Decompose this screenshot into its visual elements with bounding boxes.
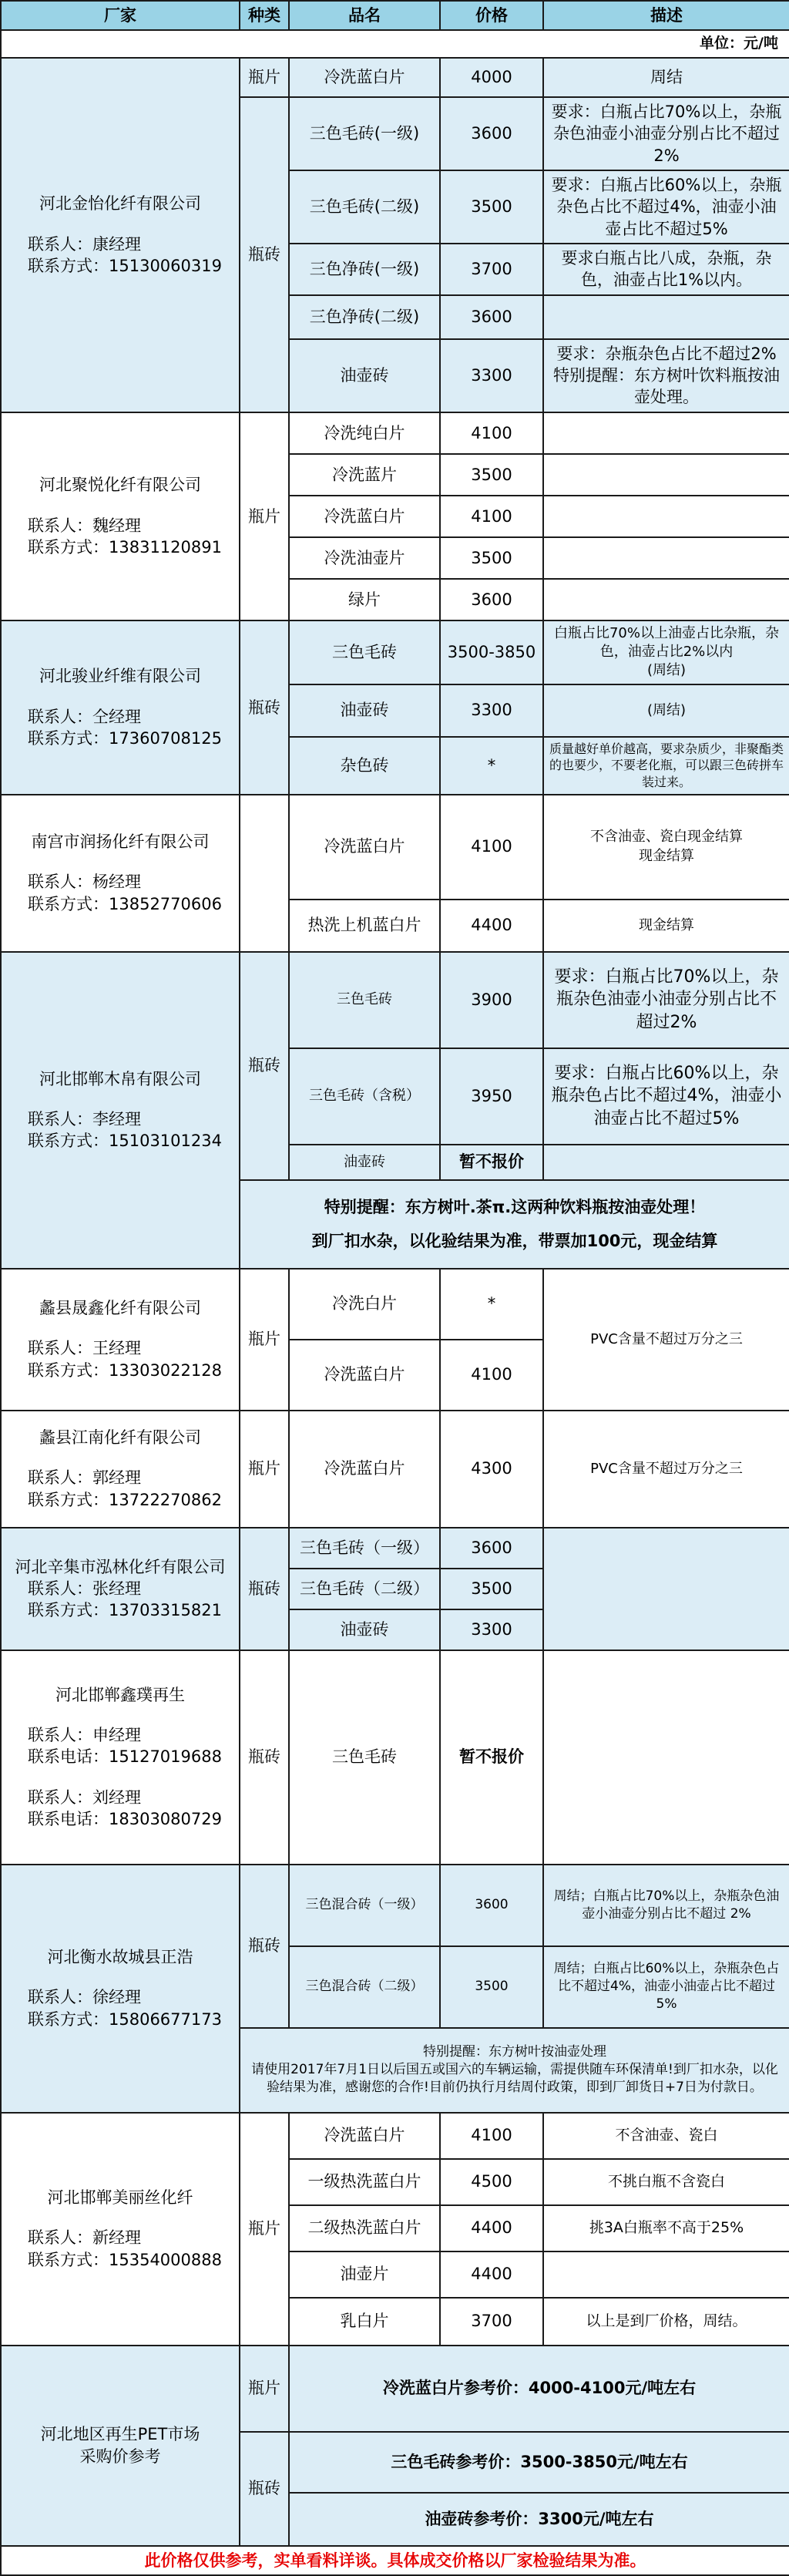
special-note	[240, 1180, 789, 1269]
price-cell: 4100	[440, 795, 543, 900]
product-cell: 绿片	[289, 579, 440, 620]
desc-cell: 要求白瓶占比八成，杂瓶，杂色，油壶占比1%以内。	[543, 244, 789, 295]
price-cell: *	[440, 737, 543, 795]
header-product: 品名	[289, 1, 440, 30]
product-cell: 油壶片	[289, 2251, 440, 2298]
price-cell: 4400	[440, 2251, 543, 2298]
desc-cell	[543, 537, 789, 579]
note-line: 请使用2017年7月1日以后国五或国六的车辆运输，需提供随车环保清单!到厂扣水杂，以化验结果为准，感谢您的合作!目前仍执行月结周付政策，即到厂卸货日+7日为付款日。	[251, 2062, 778, 2096]
desc-line: 白瓶占比70%以上油壶占比杂瓶，杂色，油壶占比2%以内	[553, 624, 779, 661]
product-cell: 三色毛砖	[289, 1650, 440, 1865]
header-price: 价格	[440, 1, 543, 30]
desc-cell	[543, 295, 789, 339]
note-line: 特别提醒：东方树叶按油壶处理	[423, 2044, 606, 2060]
company-cell	[1, 1528, 240, 1650]
type-cell: 瓶砖	[240, 952, 289, 1180]
product-cell: 三色净砖(一级)	[289, 244, 440, 295]
header-desc: 描述	[543, 1, 789, 30]
type-cell	[240, 795, 289, 952]
table-row	[1, 1865, 789, 1946]
summary-title: 采购价参考	[79, 2447, 161, 2466]
company-name: 蠡县江南化纤有限公司	[39, 1428, 201, 1448]
contact-phone: 联系电话：18303080729	[28, 1810, 222, 1829]
table-row	[1, 952, 789, 1048]
type-cell: 瓶砖	[240, 1528, 289, 1650]
company-name: 河北聚悦化纤有限公司	[39, 476, 201, 495]
company-name: 河北邯郸鑫璞再生	[55, 1685, 185, 1704]
table-row	[1, 1528, 789, 1569]
price-cell: 3300	[440, 339, 543, 412]
company-cell	[1, 620, 240, 795]
company-name: 蠡县晟鑫化纤有限公司	[39, 1299, 201, 1318]
product-cell: 二级热洗蓝白片	[289, 2205, 440, 2251]
product-cell: 油壶砖	[289, 1145, 440, 1180]
company-cell	[1, 1650, 240, 1865]
desc-line: (周结)	[646, 662, 687, 679]
company-cell	[1, 795, 240, 952]
company-name: 河北衡水故城县正浩	[47, 1948, 193, 1967]
desc-cell: 周结	[543, 58, 789, 97]
price-cell: 3600	[440, 295, 543, 339]
desc-cell	[543, 1650, 789, 1865]
price-cell: 3500	[440, 1569, 543, 1609]
type-cell: 瓶片	[240, 412, 289, 620]
contact-phone: 联系方式：13852770606	[28, 894, 222, 913]
contact-phone: 联系方式：15806677173	[28, 2009, 222, 2029]
desc-cell	[543, 496, 789, 537]
price-cell: 3600	[440, 579, 543, 620]
desc-cell	[543, 1145, 789, 1180]
desc-cell: 要求：杂瓶杂色占比不超过2% 特别提醒：东方树叶饮料瓶按油壶处理。	[543, 339, 789, 412]
summary-ref-price: 三色毛砖参考价：3500-3850元/吨左右	[289, 2432, 789, 2493]
type-cell: 瓶砖	[240, 1650, 289, 1865]
type-cell: 瓶砖	[240, 2432, 289, 2546]
desc-cell	[543, 795, 789, 900]
note-line: 特别提醒：东方树叶.茶π.这两种饮料瓶按油壶处理！	[324, 1198, 706, 1217]
contact-phone: 联系方式：17360708125	[28, 728, 222, 748]
type-cell: 瓶砖	[240, 620, 289, 795]
price-cell: 4000	[440, 58, 543, 97]
company-name: 河北邯郸木帛有限公司	[39, 1069, 201, 1088]
footer-row	[1, 2546, 789, 2575]
product-cell: 冷洗蓝片	[289, 454, 440, 496]
product-cell: 三色毛砖（一级）	[289, 1528, 440, 1569]
price-cell: 4100	[440, 1340, 543, 1411]
product-cell: 冷洗蓝白片	[289, 58, 440, 97]
special-note	[240, 2028, 789, 2113]
desc-cell	[543, 1528, 789, 1650]
company-cell	[1, 58, 240, 412]
price-cell: 4100	[440, 496, 543, 537]
contact-person: 联系人：魏经理	[28, 516, 141, 535]
desc-cell	[543, 2251, 789, 2298]
desc-cell: 要求：白瓶占比60%以上，杂瓶杂色占比不超过4%，油壶小油壶占比不超过5%	[543, 1048, 789, 1145]
header-row	[1, 1, 789, 30]
contact-person: 联系人：仝经理	[28, 707, 141, 726]
desc-line: 不含油壶、瓷白现金结算	[590, 829, 743, 846]
price-cell: 3300	[440, 684, 543, 737]
summary-ref-price: 油壶砖参考价：3300元/吨左右	[289, 2493, 789, 2546]
footer-disclaimer: 此价格仅供参考，实单看料详谈。具体成交价格以厂家检验结果为准。	[1, 2546, 789, 2575]
product-cell: 三色毛砖	[289, 620, 440, 684]
product-cell: 冷洗白片	[289, 1269, 440, 1340]
desc-cell: 要求：白瓶占比70%以上，杂瓶杂色油壶小油壶分别占比不超过2%	[543, 952, 789, 1048]
product-cell: 三色毛砖(一级)	[289, 97, 440, 170]
desc-cell: 不含油壶、瓷白	[543, 2113, 789, 2159]
price-cell: 3950	[440, 1048, 543, 1145]
desc-cell: 不挑白瓶不含瓷白	[543, 2159, 789, 2205]
contact-person: 联系人：李经理	[28, 1109, 141, 1128]
company-cell	[1, 412, 240, 620]
desc-cell: PVC含量不超过万分之三	[543, 1269, 789, 1411]
price-cell: 3500	[440, 454, 543, 496]
table-row	[1, 58, 789, 97]
product-cell: 油壶砖	[289, 339, 440, 412]
price-cell: 3900	[440, 952, 543, 1048]
contact-person: 联系人：张经理	[28, 1579, 141, 1598]
contact-person: 联系人：徐经理	[28, 1988, 141, 2007]
table-row	[1, 795, 789, 900]
price-cell: 4400	[440, 2205, 543, 2251]
summary-ref-price: 冷洗蓝白片参考价：4000-4100元/吨左右	[289, 2346, 789, 2432]
price-cell: 3600	[440, 1528, 543, 1569]
product-cell: 热洗上机蓝白片	[289, 900, 440, 952]
product-cell: 冷洗蓝白片	[289, 1411, 440, 1528]
product-cell: 三色混合砖（二级）	[289, 1946, 440, 2028]
price-cell: 3500-3850	[440, 620, 543, 684]
type-cell: 瓶片	[240, 2346, 289, 2432]
product-cell: 冷洗蓝白片	[289, 2113, 440, 2159]
product-cell: 冷洗蓝白片	[289, 496, 440, 537]
company-cell	[1, 952, 240, 1269]
contact-person: 联系人：杨经理	[28, 873, 141, 892]
desc-line: 现金结算	[639, 847, 694, 864]
price-cell: 3600	[440, 97, 543, 170]
company-cell	[1, 1269, 240, 1411]
product-cell: 三色混合砖（一级）	[289, 1865, 440, 1946]
desc-cell: 挑3A白瓶率不高于25%	[543, 2205, 789, 2251]
header-company: 厂家	[1, 1, 240, 30]
type-cell: 瓶片	[240, 2113, 289, 2346]
price-cell: 3600	[440, 1865, 543, 1946]
price-cell: 3500	[440, 537, 543, 579]
table-row	[1, 1411, 789, 1528]
unit-row	[1, 30, 789, 58]
desc-cell: 周结；白瓶占比60%以上，杂瓶杂色占比不超过4%，油壶小油壶占比不超过 5%	[543, 1946, 789, 2028]
company-cell	[1, 1411, 240, 1528]
price-cell: 3700	[440, 2298, 543, 2346]
price-cell: 3300	[440, 1609, 543, 1650]
price-cell: 3500	[440, 1946, 543, 2028]
price-cell: 4300	[440, 1411, 543, 1528]
table-row	[1, 620, 789, 684]
table-row	[1, 1269, 789, 1340]
product-cell: 三色净砖(二级)	[289, 295, 440, 339]
type-cell: 瓶砖	[240, 1865, 289, 2028]
desc-cell: 要求：白瓶占比60%以上，杂瓶杂色占比不超过4%，油壶小油壶占比不超过5%	[543, 170, 789, 244]
contact-phone: 联系方式：13703315821	[28, 1601, 222, 1620]
desc-cell	[543, 454, 789, 496]
table-row	[1, 1650, 789, 1865]
desc-cell	[543, 579, 789, 620]
contact-person: 联系人：康经理	[28, 234, 141, 254]
company-name: 河北辛集市泓林化纤有限公司	[15, 1557, 226, 1576]
price-cell: 暂不报价	[440, 1650, 543, 1865]
price-cell: 3700	[440, 244, 543, 295]
price-cell: 4100	[440, 2113, 543, 2159]
product-cell: 三色毛砖	[289, 952, 440, 1048]
contact-phone: 联系电话：15127019688	[28, 1747, 222, 1767]
contact-person: 联系人：王经理	[28, 1339, 141, 1358]
product-cell: 冷洗蓝白片	[289, 1340, 440, 1411]
product-cell: 三色毛砖（二级）	[289, 1569, 440, 1609]
type-cell: 瓶片	[240, 1269, 289, 1411]
product-cell: 油壶砖	[289, 1609, 440, 1650]
price-cell: *	[440, 1269, 543, 1340]
contact-phone: 联系方式：15354000888	[28, 2250, 222, 2269]
product-cell: 冷洗纯白片	[289, 412, 440, 454]
product-cell: 三色毛砖（含税）	[289, 1048, 440, 1145]
product-cell: 冷洗油壶片	[289, 537, 440, 579]
desc-cell: 周结；白瓶占比70%以上，杂瓶杂色油壶小油壶分别占比不超过 2%	[543, 1865, 789, 1946]
desc-cell: (周结)	[543, 684, 789, 737]
header-type: 种类	[240, 1, 289, 30]
note-line: 到厂扣水杂，以化验结果为准，带票加100元，现金结算	[311, 1232, 718, 1251]
contact-phone: 联系方式：15103101234	[28, 1132, 222, 1151]
contact-person: 联系人：刘经理	[28, 1787, 141, 1807]
desc-cell	[543, 620, 789, 684]
price-cell: 暂不报价	[440, 1145, 543, 1180]
company-name: 南宫市润扬化纤有限公司	[31, 832, 210, 852]
contact-person: 联系人：新经理	[28, 2228, 141, 2248]
product-cell: 一级热洗蓝白片	[289, 2159, 440, 2205]
product-cell: 油壶砖	[289, 684, 440, 737]
price-cell: 4400	[440, 900, 543, 952]
contact-person: 联系人：郭经理	[28, 1468, 141, 1488]
price-cell: 4100	[440, 412, 543, 454]
company-name: 河北骏业纤维有限公司	[39, 667, 201, 686]
summary-row	[1, 2346, 789, 2432]
desc-cell: 要求：白瓶占比70%以上，杂瓶杂色油壶小油壶分别占比不超过2%	[543, 97, 789, 170]
company-name: 河北金怡化纤有限公司	[39, 194, 201, 214]
type-cell: 瓶砖	[240, 97, 289, 412]
contact-person: 联系人：申经理	[28, 1726, 141, 1745]
type-cell: 瓶片	[240, 1411, 289, 1528]
table-row	[1, 2113, 789, 2159]
summary-title-cell	[1, 2346, 240, 2546]
desc-cell: 质量越好单价越高，要求杂质少，非聚酯类的也要少，不要老化瓶，可以跟三色砖拼车装过来。	[543, 737, 789, 795]
desc-cell	[543, 412, 789, 454]
desc-cell: PVC含量不超过万分之三	[543, 1411, 789, 1528]
contact-phone: 联系方式：13831120891	[28, 537, 222, 557]
summary-title: 河北地区再生PET市场	[40, 2425, 200, 2444]
table-row	[1, 412, 789, 454]
product-cell: 乳白片	[289, 2298, 440, 2346]
contact-phone: 联系方式：13722270862	[28, 1490, 222, 1509]
desc-cell: 现金结算	[543, 900, 789, 952]
contact-phone: 联系方式：15130060319	[28, 257, 222, 276]
desc-cell: 以上是到厂价格，周结。	[543, 2298, 789, 2346]
price-cell: 4500	[440, 2159, 543, 2205]
company-cell	[1, 2113, 240, 2346]
price-cell: 3500	[440, 170, 543, 244]
product-cell: 杂色砖	[289, 737, 440, 795]
product-cell: 三色毛砖(二级)	[289, 170, 440, 244]
product-cell: 冷洗蓝白片	[289, 795, 440, 900]
unit-label: 单位：元/吨	[1, 30, 789, 58]
company-name: 河北邯郸美丽丝化纤	[47, 2188, 193, 2208]
type-cell: 瓶片	[240, 58, 289, 97]
contact-phone: 联系方式：13303022128	[28, 1360, 222, 1380]
company-cell	[1, 1865, 240, 2113]
